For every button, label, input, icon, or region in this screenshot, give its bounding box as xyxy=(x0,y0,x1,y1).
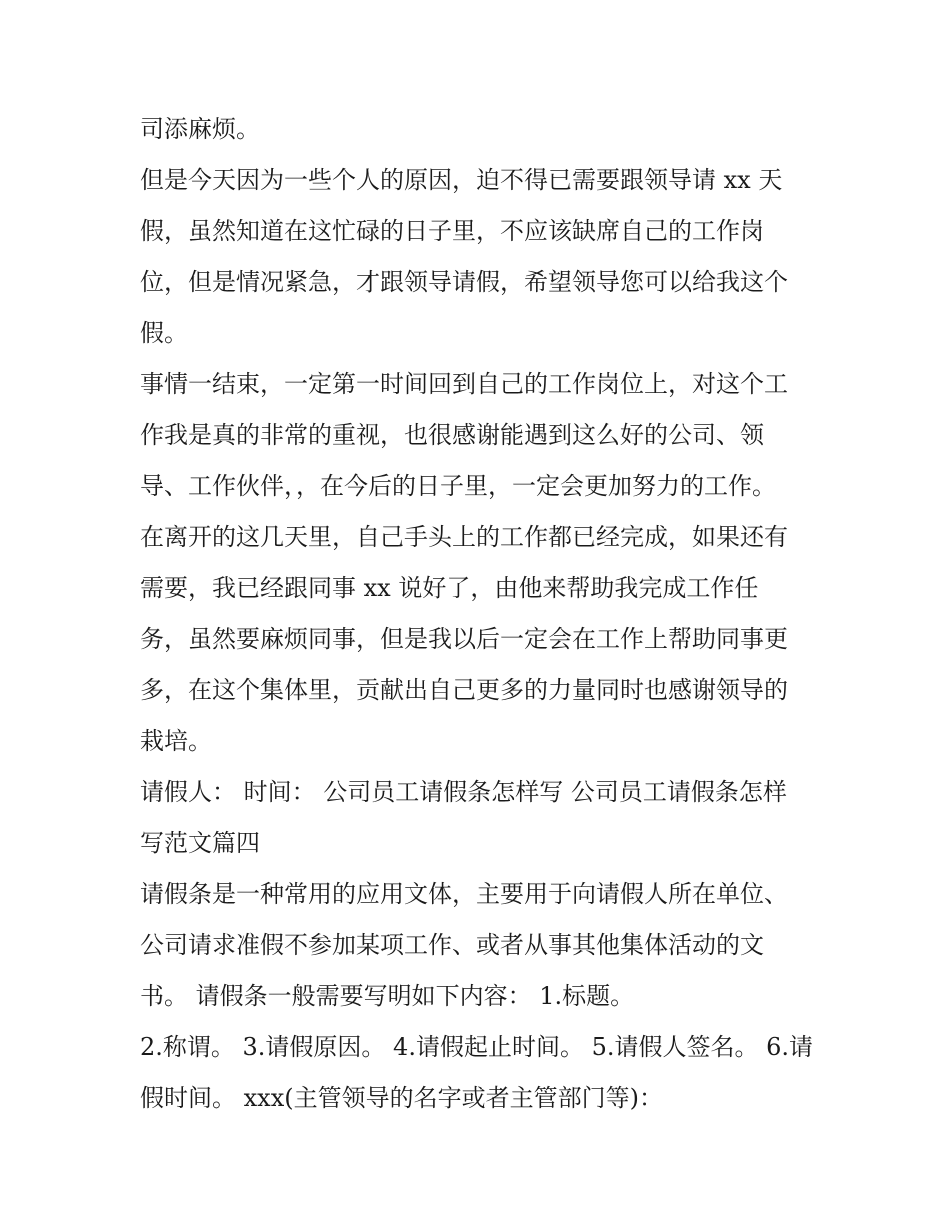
text-line: 事情一结束，一定第一时间回到自己的工作岗位上，对这个工 xyxy=(140,370,788,398)
text-line: 假时间。 xxx(主管领导的名字或者主管部门等)： xyxy=(140,1084,663,1112)
text-line: 需要，我已经跟同事 xx 说好了，由他来帮助我完成工作任 xyxy=(140,574,759,602)
text-line: 导、工作伙伴，，在今后的日子里，一定会更加努力的工作。 xyxy=(140,472,776,500)
text-line: 位，但是情况紧急，才跟领导请假，希望领导您可以给我这个 xyxy=(140,268,788,296)
text-line: 但是今天因为一些个人的原因，迫不得已需要跟领导请 xx 天 xyxy=(140,166,783,194)
text-line: 公司请求准假不参加某项工作、或者从事其他集体活动的文 xyxy=(140,931,764,959)
text-line: 假，虽然知道在这忙碌的日子里，不应该缺席自己的工作岗 xyxy=(140,217,764,245)
text-line: 请假条是一种常用的应用文体，主要用于向请假人所在单位、 xyxy=(140,880,788,908)
text-line: 务，虽然要麻烦同事，但是我以后一定会在工作上帮助同事更 xyxy=(140,625,788,653)
text-line: 2.称谓。 3.请假原因。 4.请假起止时间。 5.请假人签名。 6.请 xyxy=(140,1033,814,1061)
text-line: 多，在这个集体里，贡献出自己更多的力量同时也感谢领导的 xyxy=(140,676,788,704)
text-line: 写范文篇四 xyxy=(140,829,260,857)
text-line: 假。 xyxy=(140,319,188,347)
text-line: 请假人： 时间： 公司员工请假条怎样写 公司员工请假条怎样 xyxy=(140,778,787,806)
text-line: 栽培。 xyxy=(140,727,212,755)
text-line: 在离开的这几天里，自己手头上的工作都已经完成，如果还有 xyxy=(140,523,788,551)
text-line: 司添麻烦。 xyxy=(140,115,260,143)
text-line: 作我是真的非常的重视，也很感谢能遇到这么好的公司、领 xyxy=(140,421,764,449)
text-line: 书。 请假条一般需要写明如下内容： 1.标题。 xyxy=(140,982,635,1010)
